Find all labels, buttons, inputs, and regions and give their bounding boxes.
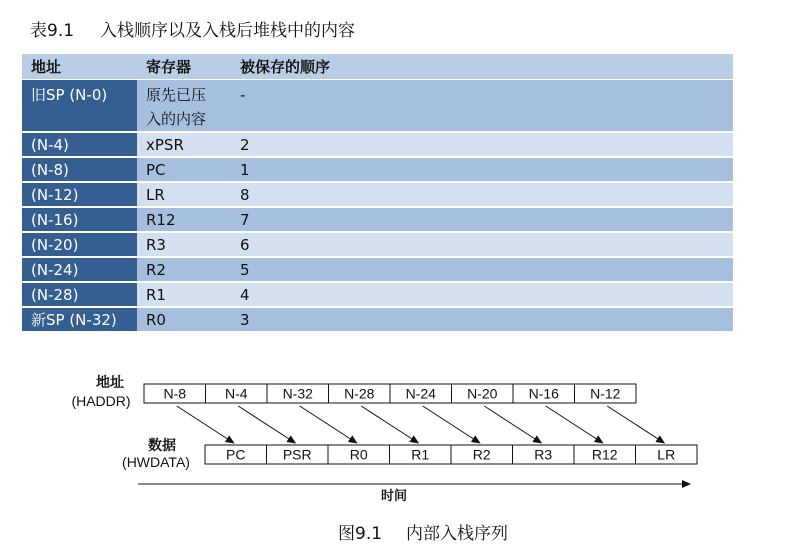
data-label: 数据: [148, 437, 176, 453]
addr-cell-text: N-32: [282, 385, 313, 402]
table-row: [22, 307, 733, 332]
addr-cell-text: N-20: [467, 385, 498, 402]
cell-order: 5: [231, 257, 733, 282]
cell-order: 8: [231, 182, 733, 207]
cell-address: (N-4): [22, 132, 137, 157]
sequence-arrow: [484, 406, 541, 443]
data-cell-text: PC: [226, 446, 246, 463]
cell-register: xPSR: [137, 132, 231, 157]
sequence-arrow: [607, 406, 664, 443]
header-order: 被保存的顺序: [231, 54, 733, 80]
table-caption: [30, 16, 355, 41]
data-sublabel: (HWDATA): [122, 454, 190, 470]
data-cell-text: PSR: [282, 446, 312, 463]
cell-register: R0: [137, 307, 231, 332]
cell-address: (N-20): [22, 232, 137, 257]
stack-table: [22, 54, 733, 333]
cell-address: 旧SP (N-0): [22, 80, 137, 133]
table-row: [22, 182, 733, 207]
sequence-arrow: [423, 406, 480, 443]
data-row: [205, 445, 697, 464]
sequence-arrow: [300, 406, 357, 443]
addr-cell-text: N-4: [224, 385, 248, 402]
sequence-arrow: [177, 406, 234, 443]
cell-register: R1: [137, 282, 231, 307]
cell-register: R3: [137, 232, 231, 257]
addr-cell-text: N-12: [590, 385, 621, 402]
sequence-arrows: [177, 406, 665, 443]
cell-register-line1: 原先已压: [146, 86, 207, 104]
cell-register: R2: [137, 257, 231, 282]
cell-register: LR: [137, 182, 231, 207]
cell-address: (N-16): [22, 207, 137, 232]
table-header-row: [22, 54, 733, 80]
cell-order: 3: [231, 307, 733, 332]
cell-address: (N-12): [22, 182, 137, 207]
data-cell-text: R0: [349, 446, 368, 463]
table-row: [22, 232, 733, 257]
cell-address: (N-28): [22, 282, 137, 307]
stacking-sequence-diagram: [0, 360, 802, 510]
cell-register: PC: [137, 157, 231, 182]
cell-order: 1: [231, 157, 733, 182]
table-row: [22, 157, 733, 182]
cell-address: 新SP (N-32): [22, 307, 137, 332]
data-cell-text: R2: [472, 446, 491, 463]
addr-sublabel: (HADDR): [71, 393, 131, 409]
addr-cell-text: N-8: [163, 385, 187, 402]
cell-order: 2: [231, 132, 733, 157]
cell-order: -: [231, 80, 733, 133]
data-cell-text: R12: [591, 446, 618, 463]
addr-cell-text: N-28: [344, 385, 375, 402]
cell-register: R12: [137, 207, 231, 232]
table-row: [22, 282, 733, 307]
table-row: [22, 257, 733, 282]
time-label: 时间: [380, 488, 408, 503]
figure-caption-text: 内部入栈序列: [406, 524, 508, 544]
addr-label: 地址: [96, 374, 124, 390]
header-address: 地址: [22, 54, 137, 80]
cell-order: 6: [231, 232, 733, 257]
figure-caption-number: 图9.1: [338, 524, 383, 544]
addr-cell-text: N-16: [528, 385, 559, 402]
table-caption-number: 表9.1: [30, 21, 75, 41]
cell-register-line2: 入的内容: [146, 110, 207, 128]
header-register: 寄存器: [137, 54, 231, 80]
table-row: [22, 207, 733, 232]
cell-order: 7: [231, 207, 733, 232]
addr-row: [144, 384, 636, 403]
table-row: [22, 80, 733, 133]
cell-address: (N-8): [22, 157, 137, 182]
data-cell-text: LR: [657, 446, 676, 463]
cell-order: 4: [231, 282, 733, 307]
sequence-arrow: [546, 406, 603, 443]
sequence-arrow: [361, 406, 418, 443]
addr-cell-text: N-24: [405, 385, 436, 402]
cell-register: [137, 80, 231, 133]
table-caption-text: 入栈顺序以及入栈后堆栈中的内容: [100, 21, 355, 41]
data-cell-text: R3: [534, 446, 553, 463]
sequence-arrow: [238, 406, 295, 443]
table-row: [22, 132, 733, 157]
cell-address: (N-24): [22, 257, 137, 282]
data-cell-text: R1: [411, 446, 430, 463]
figure-caption: [338, 519, 508, 544]
